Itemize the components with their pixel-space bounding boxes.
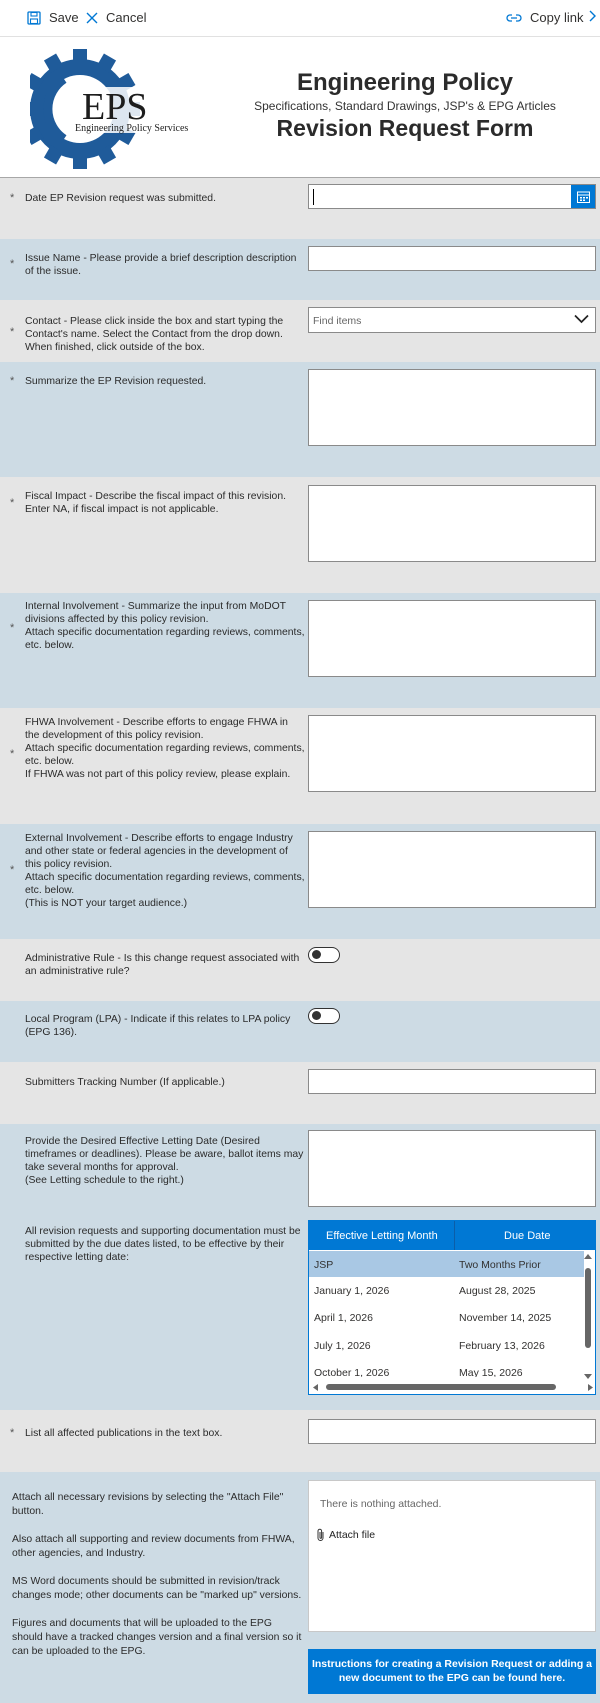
- paperclip-icon: [316, 1528, 326, 1542]
- issue-input[interactable]: [308, 246, 596, 271]
- table-row[interactable]: [309, 1251, 584, 1277]
- publications-label: List all affected publications in the text box.: [25, 1428, 223, 1439]
- attach-file-button[interactable]: [316, 1528, 375, 1542]
- chevron-down-icon[interactable]: [574, 314, 589, 324]
- required-marker: *: [10, 192, 15, 204]
- save-icon: [27, 11, 41, 25]
- cell-due-date: August 28, 2025: [459, 1285, 536, 1297]
- attachment-notes: [12, 1491, 302, 1673]
- close-icon: [86, 12, 98, 24]
- header-title: Engineering Policy: [296, 69, 514, 96]
- copy-link-button[interactable]: [506, 10, 583, 25]
- summary-label: Summarize the EP Revision requested.: [25, 376, 207, 387]
- required-marker: *: [10, 1427, 15, 1439]
- logo-text: EPS: [82, 86, 148, 128]
- lpa-toggle[interactable]: [308, 1008, 340, 1024]
- attachment-note: Also attach all supporting and review documents from FHWA, other agencies, and Industry.: [12, 1534, 295, 1559]
- command-bar: [0, 0, 600, 37]
- contact-label: Contact - Please click inside the box and start typing the Contact's name. Select the Contact from the drop down. When finished, click outside of the box.: [25, 316, 284, 353]
- fiscal-label: Fiscal Impact - Describe the fiscal impact of this revision. Enter NA, if fiscal impact is not applicable.: [25, 491, 287, 515]
- cell-due-date: February 13, 2026: [459, 1340, 545, 1352]
- attachment-box: [308, 1480, 596, 1632]
- external-textarea[interactable]: [308, 831, 596, 908]
- tracking-label: Submitters Tracking Number (If applicable.): [25, 1077, 225, 1088]
- summary-textarea[interactable]: [308, 369, 596, 446]
- scroll-left-icon[interactable]: [312, 1383, 319, 1392]
- internal-label: Internal Involvement - Summarize the input from MoDOT divisions affected by this policy revision. Attach specific documentation regarding reviews, comments, etc. below.: [25, 601, 305, 651]
- external-label: External Involvement - Describe efforts to engage Industry and other state or federal agencies in the development of this policy revision. Attach specific documentation regarding reviews, comments, etc. below. (This is NOT your target audience.): [25, 833, 305, 909]
- cell-letting-month: October 1, 2026: [314, 1367, 390, 1377]
- lpa-label: Local Program (LPA) - Indicate if this relates to LPA policy (EPG 136).: [25, 1014, 291, 1038]
- cell-due-date: November 14, 2025: [459, 1312, 552, 1324]
- scrollbar-thumb[interactable]: [326, 1384, 556, 1390]
- scroll-up-icon[interactable]: [583, 1253, 593, 1260]
- table-row[interactable]: [309, 1332, 584, 1358]
- admin-rule-label: Administrative Rule - Is this change request associated with an administrative rule?: [25, 953, 300, 977]
- table-row[interactable]: [309, 1304, 584, 1330]
- eps-logo: [30, 49, 210, 169]
- scroll-down-icon[interactable]: [583, 1373, 593, 1380]
- date-input[interactable]: [308, 184, 596, 209]
- cell-due-date: Two Months Prior: [459, 1259, 541, 1271]
- logo-subtext: Engineering Policy Services: [75, 123, 189, 134]
- column-header-letting-month: Effective Letting Month: [326, 1230, 438, 1242]
- cell-letting-month: July 1, 2026: [314, 1340, 371, 1352]
- attach-file-label: Attach file: [329, 1529, 376, 1541]
- letting-textarea[interactable]: [308, 1130, 596, 1207]
- date-label: Date EP Revision request was submitted.: [25, 193, 216, 204]
- scrollbar-thumb[interactable]: [585, 1268, 591, 1348]
- letting-label: Provide the Desired Effective Letting Date (Desired timeframes or deadlines). Please be aware, ballot items may take several months for approval. (See Letting schedule to the right.): [25, 1136, 304, 1186]
- cell-letting-month: April 1, 2026: [314, 1312, 373, 1324]
- fhwa-textarea[interactable]: [308, 715, 596, 792]
- tracking-input[interactable]: [308, 1069, 596, 1094]
- calendar-icon: [577, 191, 590, 203]
- cell-letting-month: JSP: [314, 1259, 334, 1271]
- required-marker: *: [10, 622, 15, 634]
- column-header-due-date: Due Date: [504, 1230, 551, 1242]
- cancel-button[interactable]: [86, 10, 146, 25]
- text-cursor: [313, 189, 314, 205]
- form-title: Revision Request Form: [276, 115, 534, 141]
- calendar-button[interactable]: [571, 185, 595, 208]
- column-divider: [454, 1221, 455, 1250]
- chevron-right-icon[interactable]: [589, 10, 600, 22]
- admin-rule-toggle[interactable]: [308, 947, 340, 963]
- required-marker: *: [10, 748, 15, 760]
- contact-picker[interactable]: [308, 307, 596, 333]
- required-marker: *: [10, 375, 15, 387]
- required-marker: *: [10, 864, 15, 876]
- header-subtitle: Specifications, Standard Drawings, JSP's & EPG Articles: [254, 99, 556, 113]
- letting-schedule-table[interactable]: [308, 1220, 596, 1395]
- vertical-scrollbar[interactable]: [582, 1250, 594, 1383]
- required-marker: *: [10, 258, 15, 270]
- table-row[interactable]: [309, 1277, 584, 1303]
- toggle-knob: [312, 950, 321, 959]
- save-button[interactable]: [27, 10, 79, 25]
- attachment-note: Figures and documents that will be uploaded to the EPG should have a tracked changes version and a final version so it can be uploaded to the EPG.: [12, 1618, 302, 1657]
- required-marker: *: [10, 497, 15, 509]
- internal-textarea[interactable]: [308, 600, 596, 677]
- cancel-label: Cancel: [106, 10, 147, 25]
- no-attachments-text: There is nothing attached.: [320, 1498, 442, 1510]
- instructions-button[interactable]: Instructions for creating a Revision Request or adding a new document to the EPG can be found here.: [308, 1649, 596, 1694]
- table-row[interactable]: [309, 1359, 584, 1377]
- attachment-note: Attach all necessary revisions by selecting the "Attach File" button.: [12, 1492, 284, 1517]
- issue-label: Issue Name - Please provide a brief description description of the issue.: [25, 253, 297, 277]
- table-header: [309, 1221, 596, 1250]
- attachment-note: MS Word documents should be submitted in revision/track changes mode; other documents can be "marked up" versions.: [12, 1576, 302, 1601]
- toggle-knob: [312, 1011, 321, 1020]
- fhwa-label: FHWA Involvement - Describe efforts to engage FHWA in the development of this policy revision. Attach specific documentation regarding reviews, comments, etc. below. If FHWA was not part of this policy review, please explain.: [25, 717, 305, 780]
- required-marker: *: [10, 326, 15, 338]
- link-icon: [506, 12, 522, 24]
- fiscal-textarea[interactable]: [308, 485, 596, 562]
- publications-input[interactable]: [308, 1419, 596, 1444]
- scroll-right-icon[interactable]: [587, 1383, 594, 1392]
- schedule-note: All revision requests and supporting documentation must be submitted by the due dates listed, to be effective by their respective letting date:: [25, 1226, 301, 1263]
- form-header: [0, 37, 600, 177]
- cell-letting-month: January 1, 2026: [314, 1285, 390, 1297]
- save-label: Save: [49, 10, 79, 25]
- cell-due-date: May 15, 2026: [459, 1367, 523, 1377]
- horizontal-scrollbar[interactable]: [309, 1381, 596, 1393]
- contact-placeholder: Find items: [313, 315, 362, 327]
- copy-link-label: Copy link: [530, 10, 584, 25]
